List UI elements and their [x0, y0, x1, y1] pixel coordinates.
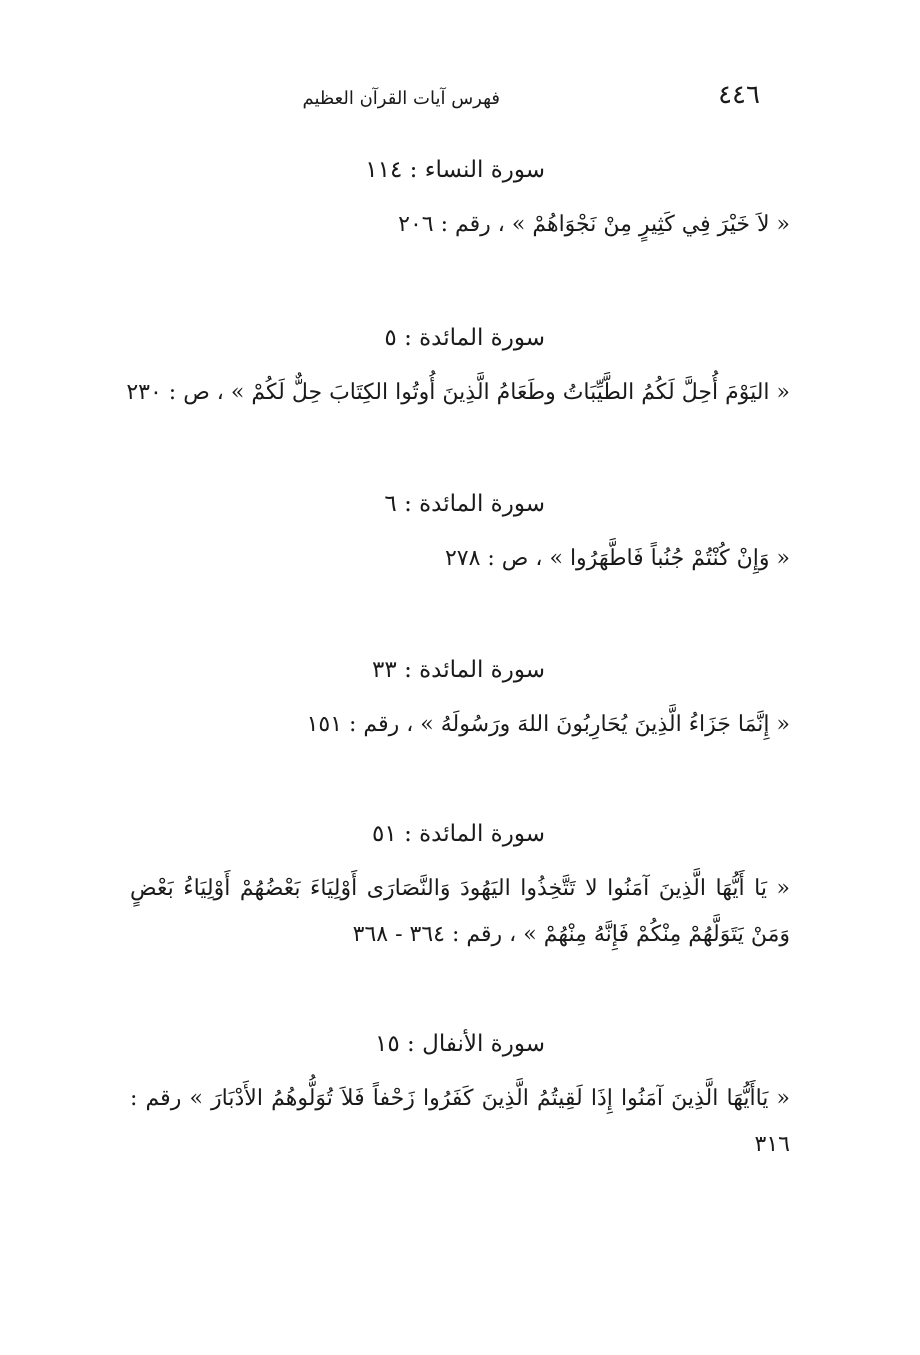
index-entry [130, 484, 790, 582]
verse-text: « اليَوْمَ أُحِلَّ لَكُمُ الطَّيِّبَاتُ وطَعَامُ الَّذِينَ أُوتُوا الكِتَابَ حِلٌّ لَكُمْ » ، ص : ٢٣٠ [126, 380, 790, 405]
index-entry [130, 650, 790, 748]
surah-heading: سورة المائدة : ٦ [384, 491, 545, 517]
surah-heading: سورة الأنفال : ١٥ [375, 1031, 545, 1057]
index-entry [130, 814, 790, 958]
page-number: ٤٤٦ [718, 80, 760, 110]
index-entry [130, 1024, 790, 1168]
running-title: فهرس آيات القرآن العظيم [302, 88, 500, 109]
surah-heading: سورة المائدة : ٥١ [372, 821, 545, 847]
verse-text: « لاَ خَيْرَ فِي كَثِيرٍ مِنْ نَجْوَاهُمْ » ، رقم : ٢٠٦ [398, 212, 790, 237]
surah-heading: سورة المائدة : ٣٣ [372, 657, 545, 683]
page-header [300, 80, 760, 116]
verse-text: « وَإِنْ كُنْتُمْ جُنُباً فَاطَّهَرُوا » ، ص : ٢٧٨ [444, 546, 790, 571]
surah-heading: سورة المائدة : ٥ [384, 325, 545, 351]
verse-text: « يَاأَيُّهَا الَّذِينَ آمَنُوا إِذَا لَقِيتُمُ الَّذِينَ كَفَرُوا زَحْفاً فَلاَ تُوَلُّوهُمُ الأَدْبَارَ » رقم : ٣١٦ [130, 1086, 790, 1157]
index-entry [126, 318, 790, 416]
verse-text: « يَا أَيُّهَا الَّذِينَ آمَنُوا لا تَتَّخِذُوا اليَهُودَ وَالنَّصَارَى أَوْلِيَاءَ بَعْضُهُمْ أَوْلِيَاءُ بَعْضٍ وَمَنْ يَتَوَلَّهُمْ مِنْكُمْ فَإِنَّهُ مِنْهُمْ » ، رقم : ٣٦٤ - ٣٦٨ [130, 876, 790, 947]
verse-text: « إِنَّمَا جَزَاءُ الَّذِينَ يُحَارِبُونَ اللهَ ورَسُولَهُ » ، رقم : ١٥١ [306, 712, 790, 737]
index-entry [130, 150, 790, 248]
surah-heading: سورة النساء : ١١٤ [365, 157, 545, 183]
